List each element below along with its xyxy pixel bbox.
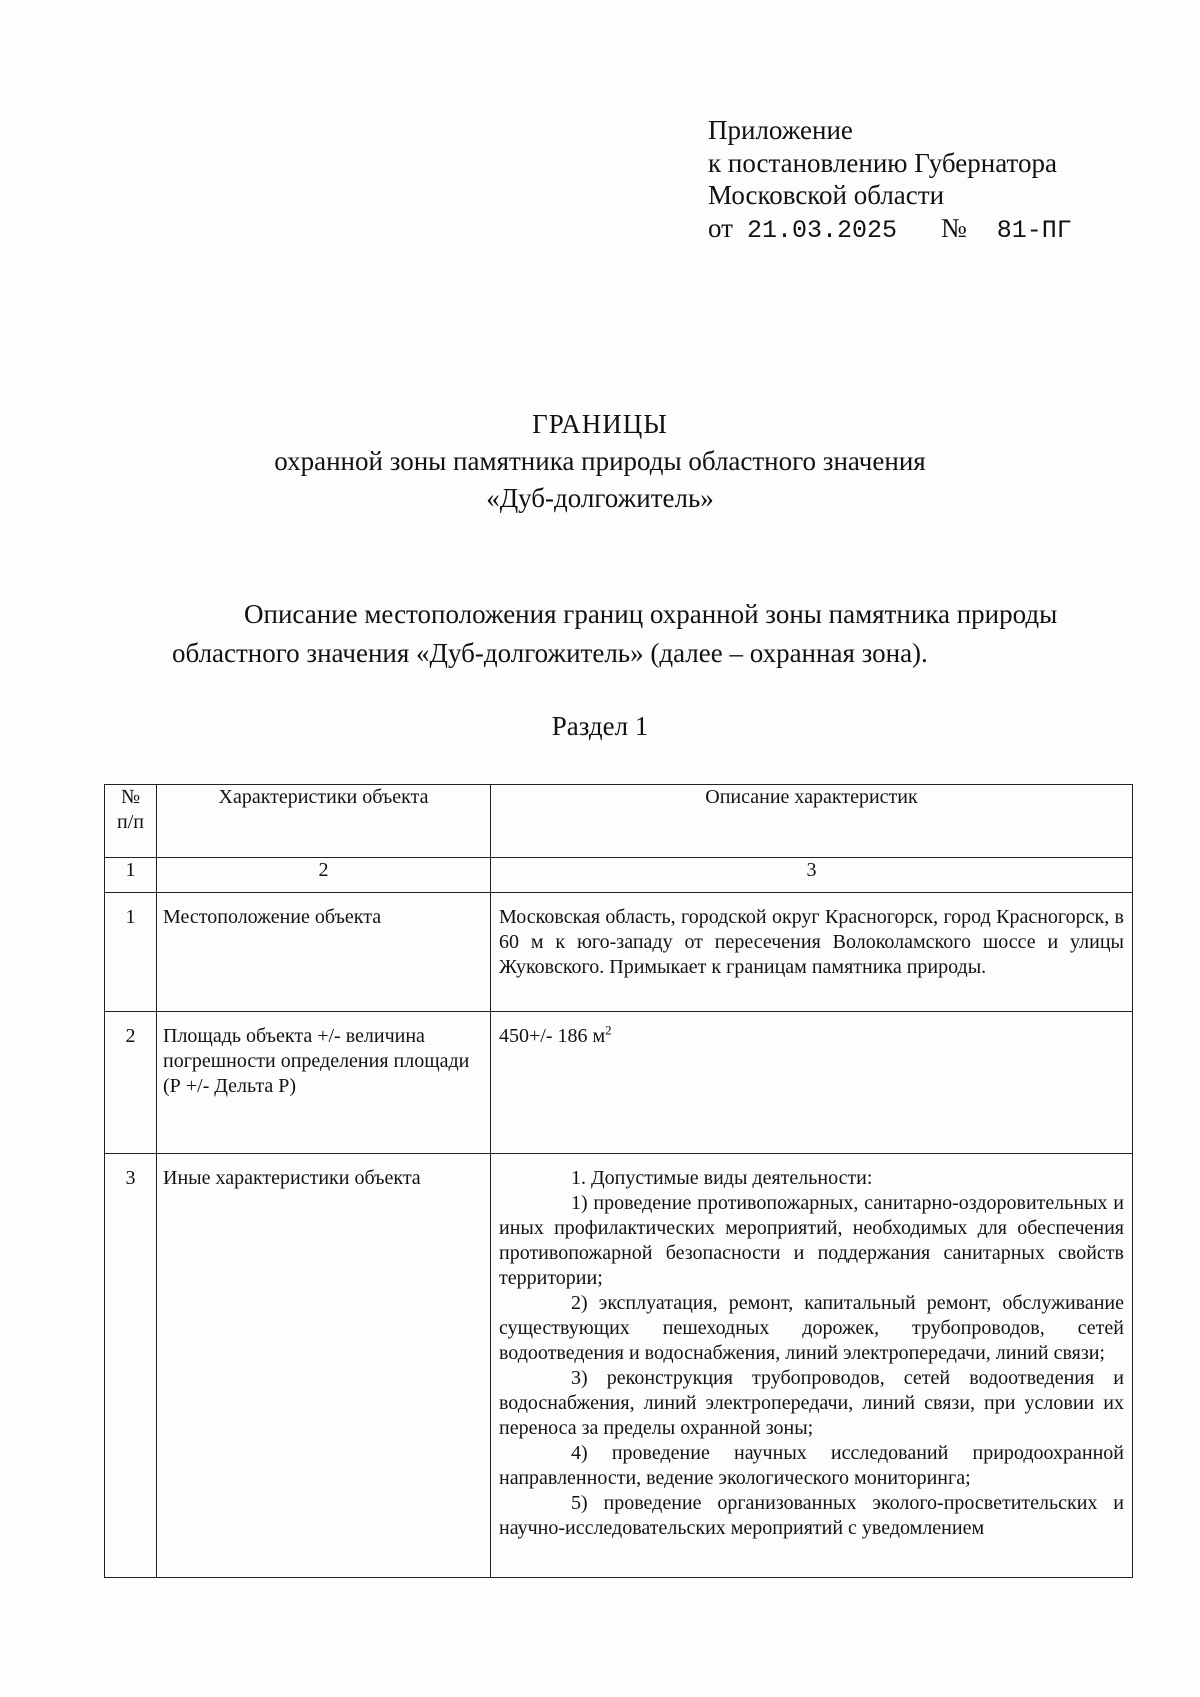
table-header-row <box>105 785 1133 858</box>
title-line-2: охранной зоны памятника природы областного значения <box>274 446 926 476</box>
table-row <box>105 1012 1133 1154</box>
header-description: Описание характеристик <box>491 785 1133 858</box>
column-number-row <box>105 858 1133 893</box>
appendix-block <box>708 114 1072 247</box>
list-item: 1. Допустимые виды деятельности: <box>571 1167 873 1189</box>
column-number: 3 <box>491 858 1133 893</box>
section-title: Раздел 1 <box>551 711 649 741</box>
list-item: 2) эксплуатация, ремонт, капитальный ремонт, обслуживание существующих пешеходных дорожек, трубопроводов, сетей водоотведения и водоснабжения, линий электропередачи, линий связи; <box>499 1292 1124 1364</box>
list-item: 3) реконструкция трубопроводов, сетей водоотведения и водоснабжения, линий электропередачи, линий связи, при условии их переноса за пределы охранной зоны; <box>499 1367 1124 1439</box>
document-number: 81-ПГ <box>996 215 1072 245</box>
row-characteristic-text: Площадь объекта +/- величина погрешности определения площади <box>163 1025 470 1072</box>
appendix-line-3: Московской области <box>708 180 945 210</box>
appendix-date-row <box>708 212 1072 248</box>
row-characteristic-extra: (Р +/- Дельта Р) <box>163 1075 297 1097</box>
list-item: 1) проведение противопожарных, санитарно-оздоровительных и иных профилактических мероприятий, необходимых для обеспечения противопожарной безопасности и поддержания санитарных свойств территории; <box>499 1192 1124 1289</box>
row-characteristic: Иные характеристики объекта <box>157 1154 491 1578</box>
row-number: 3 <box>105 1154 157 1578</box>
row-number: 2 <box>105 1012 157 1154</box>
table-row <box>105 893 1133 1012</box>
appendix-line-2: к постановлению Губернатора <box>708 147 1057 178</box>
number-sign: № <box>940 212 967 243</box>
row-description <box>491 1154 1133 1578</box>
description-paragraph <box>172 595 1102 673</box>
description-line-1: Описание местоположения границ охранной зоны памятника природы <box>244 599 1058 629</box>
appendix-line-1: Приложение <box>708 115 853 145</box>
row-description <box>491 893 1133 1012</box>
date-prefix: от <box>708 212 733 243</box>
area-unit-superscript: 2 <box>605 1022 612 1038</box>
column-number: 1 <box>105 858 157 893</box>
document-title <box>0 406 1200 517</box>
area-value: 450+/- 186 м <box>499 1025 606 1047</box>
column-number: 2 <box>157 858 491 893</box>
row-number: 1 <box>105 893 157 1012</box>
list-item: 5) проведение организованных эколого-просветительских и научно-исследовательских мероприятий с уведомлением <box>499 1492 1124 1539</box>
characteristics-table <box>104 784 1133 1578</box>
header-num: № п/п <box>105 785 157 858</box>
description-line-2: областного значения «Дуб-долгожитель» (далее – охранная зона). <box>172 638 928 668</box>
row-characteristic: Местоположение объекта <box>157 893 491 1012</box>
header-characteristics: Характеристики объекта <box>157 785 491 858</box>
row-description-text: Московская область, городской округ Красногорск, город Красногорск, в 60 м к юго-западу от пересечения Волоколамского шоссе и улицы Жуковского. Примыкает к границам памятника природы. <box>499 906 1124 978</box>
document-date: 21.03.2025 <box>746 215 897 245</box>
title-line-3: «Дуб-долгожитель» <box>486 483 714 513</box>
row-characteristic <box>157 1012 491 1154</box>
row-description <box>491 1012 1133 1154</box>
list-item: 4) проведение научных исследований природоохранной направленности, ведение экологического мониторинга; <box>499 1442 1124 1489</box>
table-row <box>105 1154 1133 1578</box>
title-line-1: ГРАНИЦЫ <box>532 409 668 439</box>
